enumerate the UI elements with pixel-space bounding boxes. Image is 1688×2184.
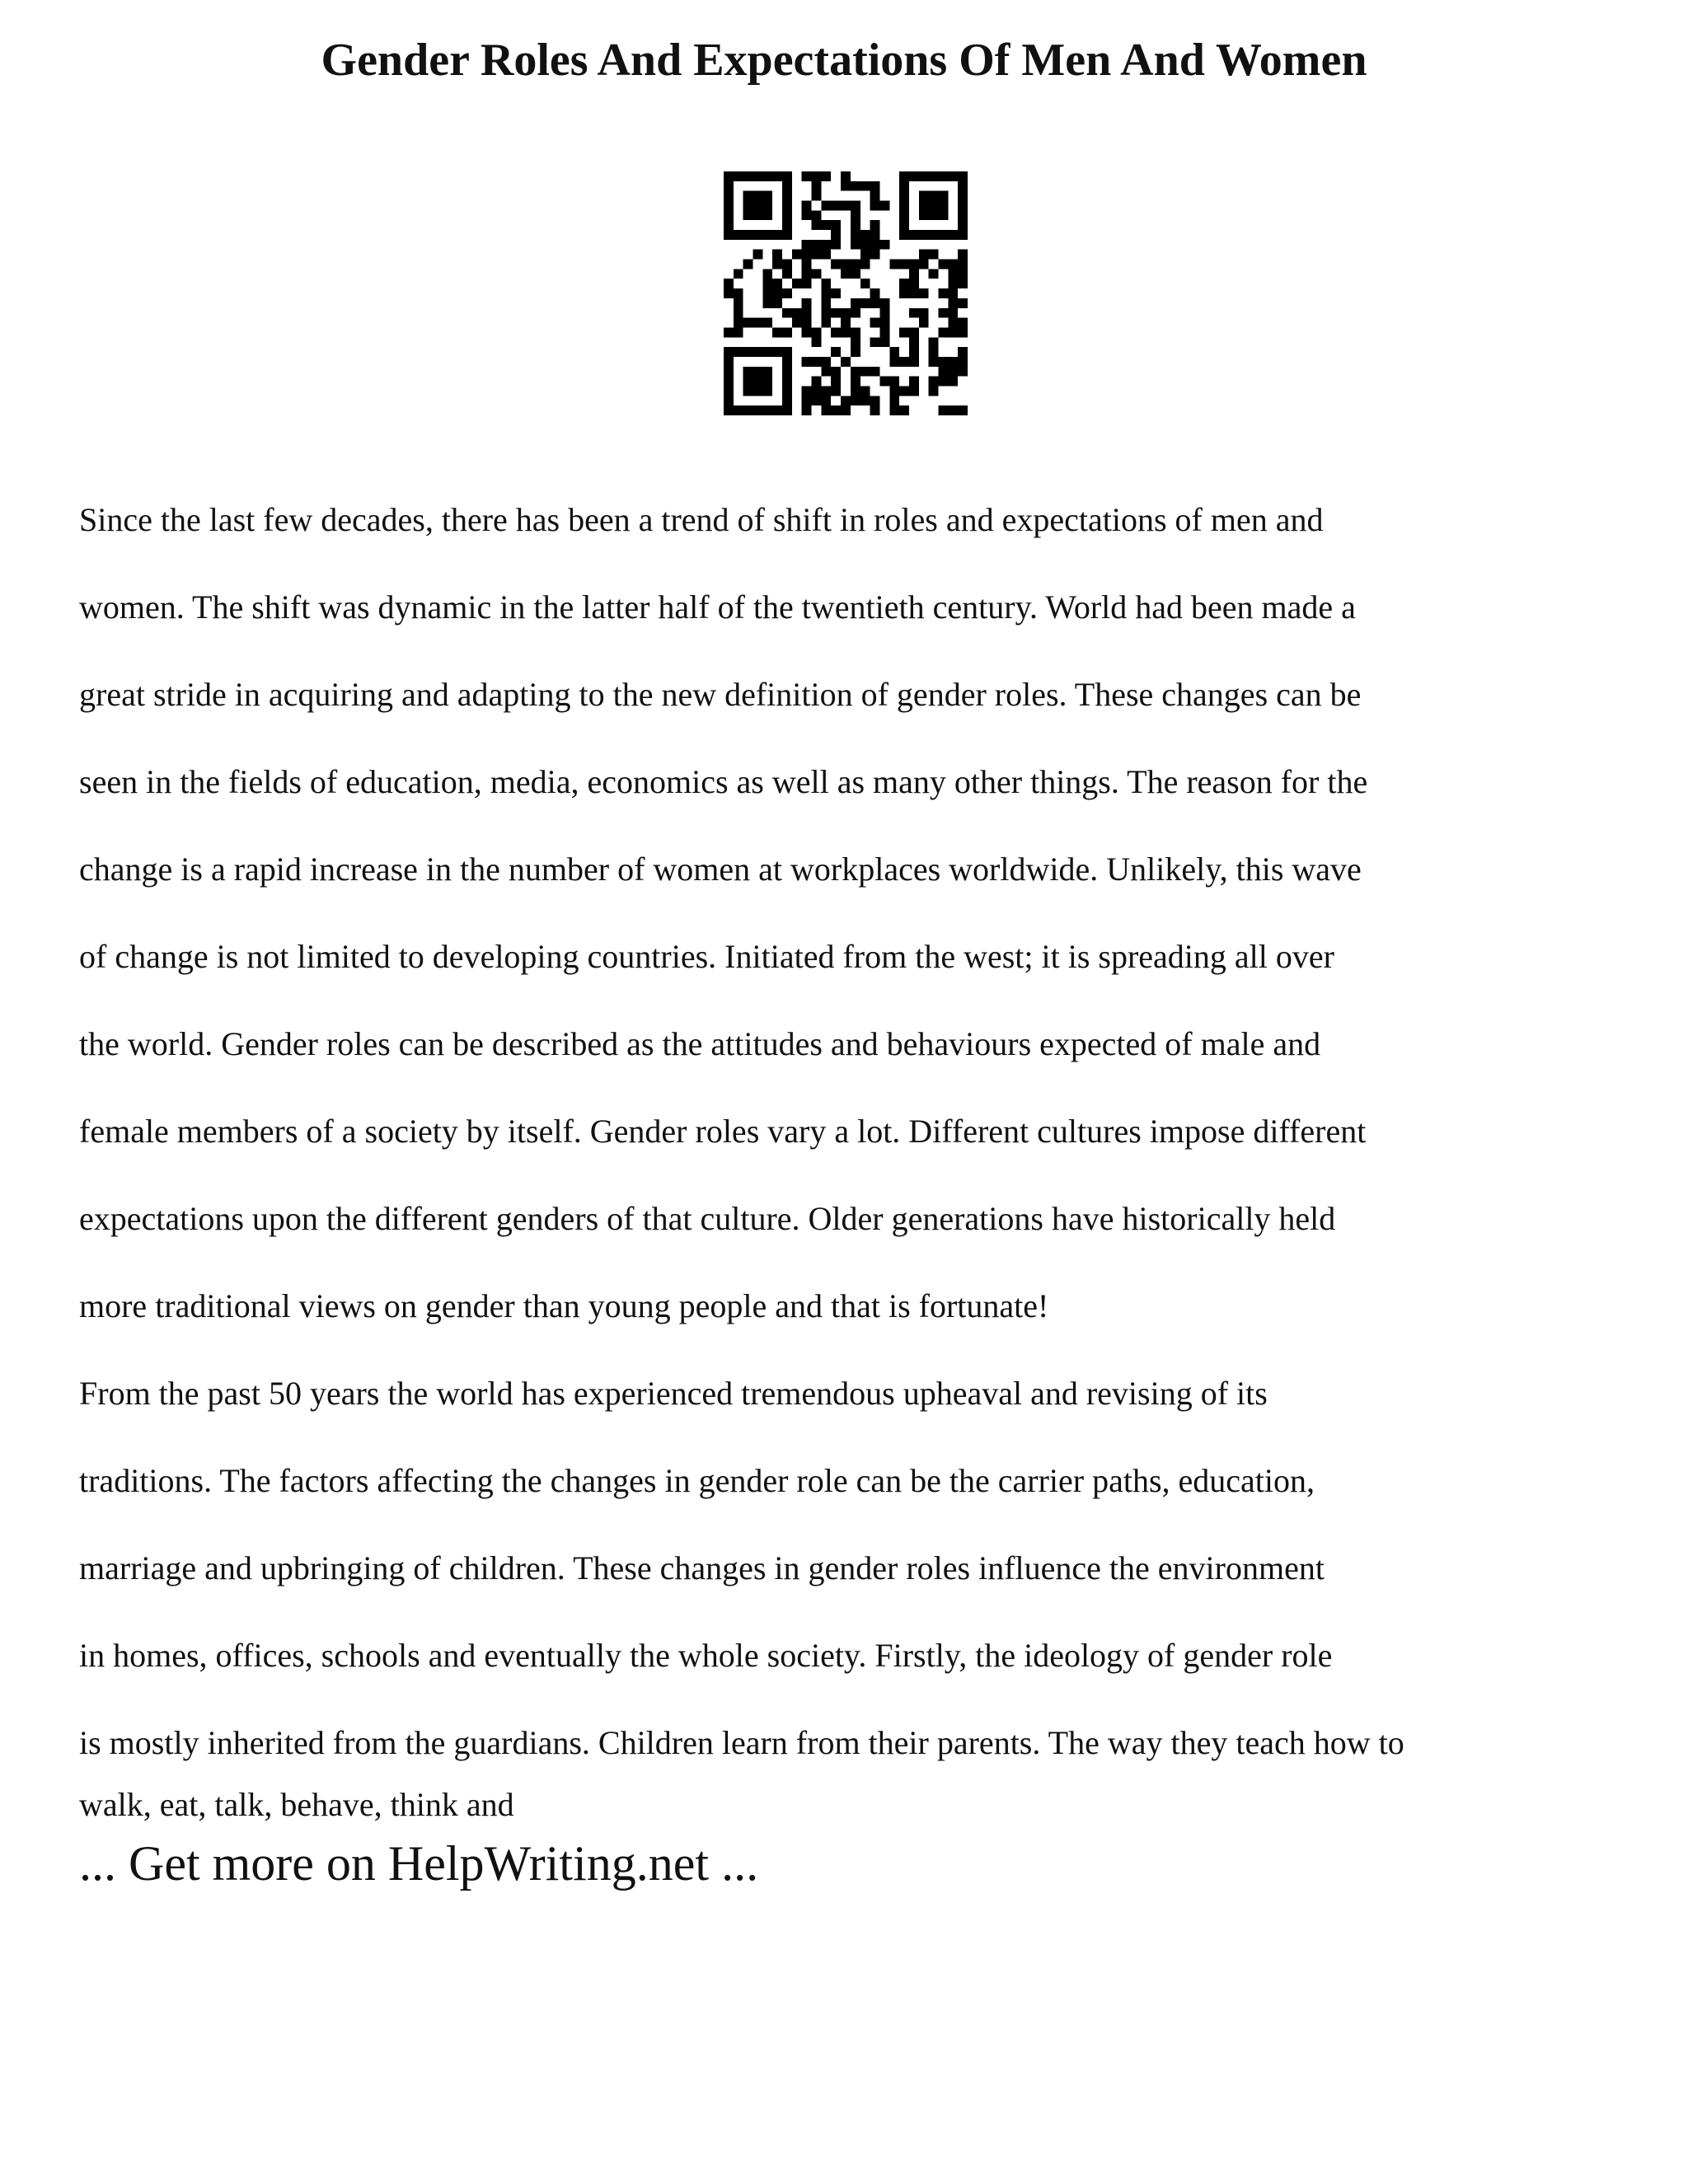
- text-line: Since the last few decades, there has been a trend of shift in roles and expectations of men and: [79, 501, 1324, 538]
- text-line: marriage and upbringing of children. These changes in gender roles influence the environment: [79, 1549, 1325, 1586]
- page-title: Gender Roles And Expectations Of Men And Women: [321, 35, 1367, 86]
- text-line: From the past 50 years the world has experienced tremendous upheaval and revising of its: [79, 1375, 1268, 1412]
- text-line: change is a rapid increase in the number of women at workplaces worldwide. Unlikely, this wave: [79, 851, 1362, 888]
- text-line: great stride in acquiring and adapting to the new definition of gender roles. These changes can be: [79, 676, 1362, 713]
- get-more-link[interactable]: ... Get more on HelpWriting.net ...: [79, 1836, 759, 1891]
- text-line: walk, eat, talk, behave, think and: [79, 1786, 514, 1823]
- paragraph-2: [79, 1350, 1629, 1823]
- text-line: women. The shift was dynamic in the latter half of the twentieth century. World had been made a: [79, 588, 1356, 626]
- text-line: traditions. The factors affecting the changes in gender role can be the carrier paths, education,: [79, 1462, 1315, 1499]
- text-line: is mostly inherited from the guardians. Children learn from their parents. The way they teach how to: [79, 1724, 1404, 1761]
- text-line: the world. Gender roles can be described as the attitudes and behaviours expected of male and: [79, 1025, 1321, 1062]
- text-line: of change is not limited to developing countries. Initiated from the west; it is spreading all over: [79, 938, 1334, 975]
- text-line: in homes, offices, schools and eventually the whole society. Firstly, the ideology of gender role: [79, 1637, 1333, 1674]
- text-line: female members of a society by itself. Gender roles vary a lot. Different cultures impose different: [79, 1113, 1367, 1150]
- text-line: expectations upon the different genders of that culture. Older generations have historically held: [79, 1200, 1336, 1237]
- text-line: seen in the fields of education, media, economics as well as many other things. The reason for the: [79, 763, 1368, 800]
- qr-code-icon: [724, 171, 968, 415]
- paragraph-1: [79, 476, 1629, 1350]
- text-line: more traditional views on gender than young people and that is fortunate!: [79, 1287, 1049, 1324]
- document-body: [79, 476, 1629, 1823]
